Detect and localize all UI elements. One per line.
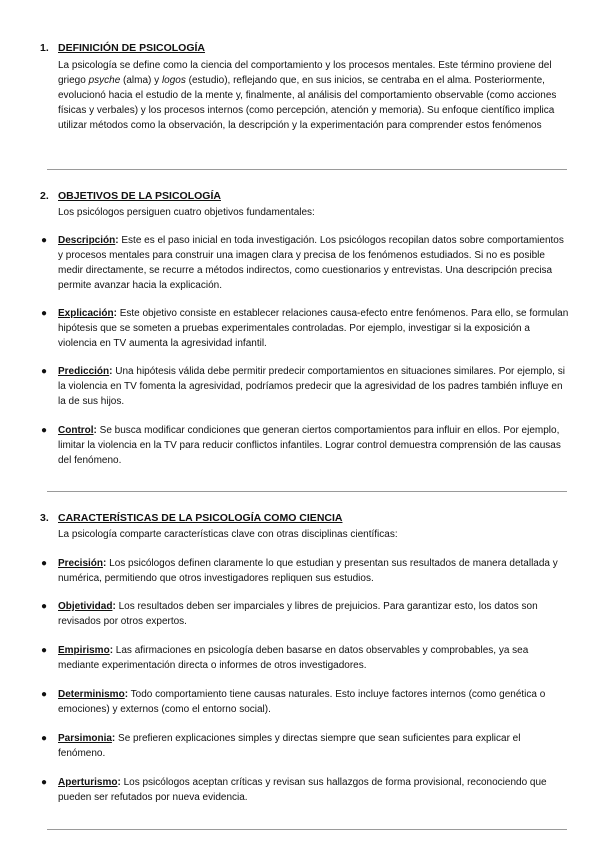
section-title: OBJETIVOS DE LA PSICOLOGÍA (58, 190, 221, 202)
section-heading (40, 512, 570, 525)
section-number: 2. (40, 190, 49, 202)
list-item: ● Explicación: Este objetivo consiste en establecer relaciones causa-efecto entre fenómenos. Para ello, se formulan hipótesis que se someten a pruebas experimentales controladas. Por ejemplo, investigar si la exposición a violencia en TV aumenta la agresividad infantil. (41, 308, 569, 349)
list-item: ● Determinismo: Todo comportamiento tiene causas naturales. Esto incluye factores internos (como genética o emociones) y externos (como el entorno social). (41, 689, 546, 715)
list-item: ● Precisión: Los psicólogos definen claramente lo que estudian y presentan sus resultados de manera detallada y numérica, permitiendo que otros investigadores repliquen sus estudios. (41, 558, 558, 584)
list-item: ● Descripción: Este es el paso inicial en toda investigación. Los psicólogos recopilan datos sobre comportamientos y procesos mentales para construir una imagen clara y precisa de los fenómenos estudiados. Si no es posible medir directamente, se recurre a métodos indirectos, como cuestionarios y entrevistas. Una descripción precisa permite avanzar hacia la explicación. (41, 235, 564, 291)
bullet-term: Predicción (58, 366, 110, 377)
section-title: CARACTERÍSTICAS DE LA PSICOLOGÍA COMO CIENCIA (58, 512, 343, 524)
bullet-icon: ● (41, 689, 48, 700)
bullet-text: Los resultados deben ser imparciales y libres de prejuicios. Para garantizar esto, los datos son revisados por otros expertos. (58, 601, 538, 627)
bullet-icon: ● (41, 425, 48, 436)
section-number: 1. (40, 42, 49, 54)
bullet-term: Explicación (58, 308, 114, 319)
list-item: ● Predicción: Una hipótesis válida debe permitir predecir comportamientos en situaciones similares. Por ejemplo, si la violencia en TV fomenta la agresividad, podríamos predecir que la agresividad de los padres también influye en la de sus hijos. (41, 366, 565, 407)
bullet-text: Las afirmaciones en psicología deben basarse en datos observables y comprobables, ya sea mediante experimentación directa o informes de otros investigadores. (58, 645, 529, 671)
definition-paragraph (58, 58, 570, 133)
bullet-term: Determinismo (58, 689, 125, 700)
bullet-text: Los psicólogos aceptan críticas y revisan sus hallazgos de forma provisional, reconociendo que pueden ser refutados por nueva evidencia. (58, 777, 547, 803)
bullet-icon: ● (41, 308, 48, 319)
bullet-term: Parsimonia (58, 733, 112, 744)
bullet-icon: ● (41, 601, 48, 612)
section-title: DEFINICIÓN DE PSICOLOGÍA (58, 42, 206, 54)
section-definicion (40, 42, 570, 133)
bullet-text: Los psicólogos definen claramente lo que estudian y presentan sus resultados de manera detallada y numérica, permitiendo que otros investigadores repliquen sus estudios. (58, 558, 558, 584)
paragraph-text: (alma) y (120, 75, 162, 86)
bullet-text: Se busca modificar condiciones que generan ciertos comportamientos para influir en ellos. Por ejemplo, limitar la violencia en la TV para reducir conflictos infantiles. Lograr control demuestra comprensión de las causas del fenómeno. (58, 425, 561, 466)
term-psyche: psyche (88, 75, 121, 86)
divider (47, 169, 567, 170)
bullet-icon: ● (41, 645, 48, 656)
section-number: 3. (40, 512, 49, 524)
bullet-icon: ● (41, 733, 48, 744)
bullet-icon: ● (41, 366, 48, 377)
section-intro: Los psicólogos persiguen cuatro objetivos fundamentales: (58, 207, 315, 218)
bullet-term: Objetividad (58, 601, 113, 612)
bullet-text: Este objetivo consiste en establecer relaciones causa-efecto entre fenómenos. Para ello, se formulan hipótesis que se someten a pruebas experimentales controladas. Por ejemplo, investigar si la exposición a violencia en TV aumenta la agresividad infantil. (58, 308, 569, 349)
divider (47, 829, 567, 830)
paragraph-text: La psicología se define como la ciencia del comportamiento y los procesos mentales. Este término proviene del griego (58, 60, 552, 86)
bullet-text: Se prefieren explicaciones simples y directas siempre que sean suficientes para explicar el fenómeno. (58, 733, 521, 759)
section-objetivos (40, 190, 570, 220)
bullet-icon: ● (41, 777, 48, 788)
bullet-term: Precisión (58, 558, 104, 569)
bullet-text: Una hipótesis válida debe permitir predecir comportamientos en situaciones similares. Por ejemplo, si la violencia en TV fomenta la agresividad, podríamos predecir que la agresividad de los padres también influye en la de sus hijos. (58, 366, 565, 407)
list-item: ● Aperturismo: Los psicólogos aceptan críticas y revisan sus hallazgos de forma provisional, reconociendo que pueden ser refutados por nueva evidencia. (41, 777, 547, 803)
paragraph-text: (estudio), reflejando que, en sus inicios, se centraba en el alma. Posteriormente, evolucionó hacia el estudio de la mente y, finalmente, al análisis del comportamiento observable (como acciones físicas y verbales) y los procesos internos (como percepción, atención y memoria). Su enfoque científico implica utilizar métodos como la observación, la descripción y la experimentación para comprender estos fenómenos (58, 75, 557, 131)
bullet-term: Aperturismo (58, 777, 118, 788)
bullet-term: Empirismo (58, 645, 110, 656)
bullet-text: Todo comportamiento tiene causas naturales. Esto incluye factores internos (como genética o emociones) y externos (como el entorno social). (58, 689, 546, 715)
term-logos: logos (161, 75, 186, 86)
list-item: ● Control: Se busca modificar condiciones que generan ciertos comportamientos para influir en ellos. Por ejemplo, limitar la violencia en la TV para reducir conflictos infantiles. Lograr control demuestra comprensión de las causas del fenómeno. (41, 425, 561, 466)
bullet-term: Control (58, 425, 94, 436)
bullet-icon: ● (41, 558, 48, 569)
list-item: ● Parsimonia: Se prefieren explicaciones simples y directas siempre que sean suficientes para explicar el fenómeno. (41, 733, 521, 759)
bullet-term: Descripción (58, 235, 116, 246)
section-heading (40, 42, 570, 55)
section-caracteristicas (40, 512, 570, 542)
list-item: ● Objetividad: Los resultados deben ser imparciales y libres de prejuicios. Para garantizar esto, los datos son revisados por otros expertos. (41, 601, 538, 627)
bullet-icon: ● (41, 235, 48, 246)
section-heading (40, 190, 570, 203)
list-item: ● Empirismo: Las afirmaciones en psicología deben basarse en datos observables y comprobables, ya sea mediante experimentación directa o informes de otros investigadores. (41, 645, 529, 671)
bullet-text: Este es el paso inicial en toda investigación. Los psicólogos recopilan datos sobre comportamientos y procesos mentales para construir una imagen clara y precisa de los fenómenos estudiados. Si no es posible medir directamente, se recurre a métodos indirectos, como cuestionarios y entrevistas. Una descripción precisa permite avanzar hacia la explicación. (58, 235, 564, 291)
section-intro: La psicología comparte características clave con otras disciplinas científicas: (58, 529, 398, 540)
divider (47, 491, 567, 492)
